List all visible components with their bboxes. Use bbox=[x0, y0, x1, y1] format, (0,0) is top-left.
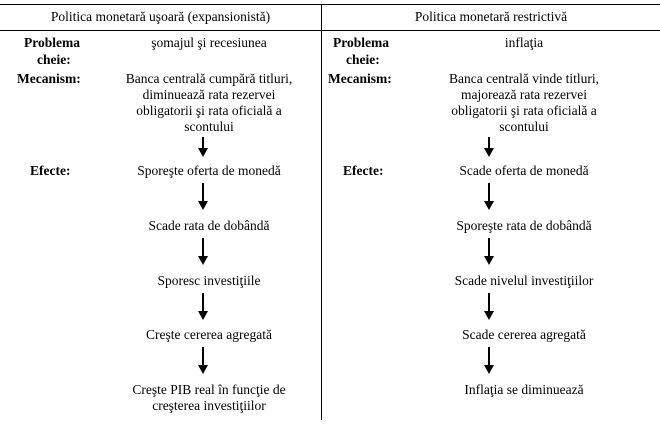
header-right: Politica monetară restrictivă bbox=[414, 9, 568, 24]
left-problem-label-1: Problema bbox=[24, 35, 80, 50]
top-border bbox=[0, 4, 660, 5]
left-mechanism-line: scontului bbox=[184, 119, 234, 134]
down-arrow-icon bbox=[484, 293, 494, 320]
column-divider bbox=[321, 4, 322, 420]
left-effect-1: Sporeşte oferta de monedă bbox=[137, 163, 281, 178]
right-effects-label: Efecte: bbox=[343, 163, 384, 178]
right-effect-1: Scade oferta de monedă bbox=[459, 163, 589, 178]
down-arrow-icon bbox=[484, 137, 494, 157]
down-arrow-icon bbox=[198, 137, 208, 157]
right-mechanism-line: majorează rata rezervei bbox=[461, 87, 587, 102]
down-arrow-icon bbox=[198, 347, 208, 374]
right-problem-label-2: cheie: bbox=[346, 52, 380, 67]
header-left: Politica monetară uşoară (expansionistă) bbox=[50, 9, 271, 24]
right-effect-4: Scade cererea agregată bbox=[462, 327, 586, 342]
left-mechanism-label: Mecanism: bbox=[17, 71, 81, 86]
down-arrow-icon bbox=[198, 238, 208, 265]
down-arrow-icon bbox=[198, 293, 208, 320]
left-effect-4: Creşte cererea agregată bbox=[146, 327, 272, 342]
right-effect-5: Inflaţia se diminuează bbox=[464, 382, 584, 397]
right-mechanism-line: scontului bbox=[499, 119, 549, 134]
down-arrow-icon bbox=[198, 183, 208, 210]
down-arrow-icon bbox=[484, 183, 494, 210]
down-arrow-icon bbox=[484, 347, 494, 374]
right-problem-text: inflaţia bbox=[504, 35, 544, 50]
left-problem-label-2: cheie: bbox=[37, 52, 71, 67]
left-effects-label: Efecte: bbox=[30, 163, 71, 178]
right-problem-label-1: Problema bbox=[333, 35, 389, 50]
left-problem-text: şomajul şi recesiunea bbox=[151, 35, 267, 50]
left-mechanism-line: diminuează rata rezervei bbox=[142, 87, 276, 102]
left-effect-3: Sporesc investiţiile bbox=[157, 273, 261, 288]
right-mechanism-label: Mecanism: bbox=[328, 71, 392, 86]
left-mechanism-line: obligatorii şi rata oficială a bbox=[136, 103, 282, 118]
header-divider bbox=[0, 30, 660, 31]
right-mechanism-line: Banca centrală vinde titluri, bbox=[449, 71, 599, 86]
right-effect-2: Sporeşte rata de dobândă bbox=[456, 218, 592, 233]
left-effect-5-line-2: creşterea investiţiilor bbox=[152, 398, 266, 413]
right-effect-3: Scade nivelul investiţiilor bbox=[454, 273, 594, 288]
left-effect-5-line-1: Creşte PIB real în funcţie de bbox=[132, 382, 286, 397]
right-mechanism-line: obligatorii şi rata oficială a bbox=[451, 103, 597, 118]
left-effect-2: Scade rata de dobândă bbox=[148, 218, 270, 233]
left-mechanism-line: Banca centrală cumpără titluri, bbox=[125, 71, 293, 86]
down-arrow-icon bbox=[484, 238, 494, 265]
